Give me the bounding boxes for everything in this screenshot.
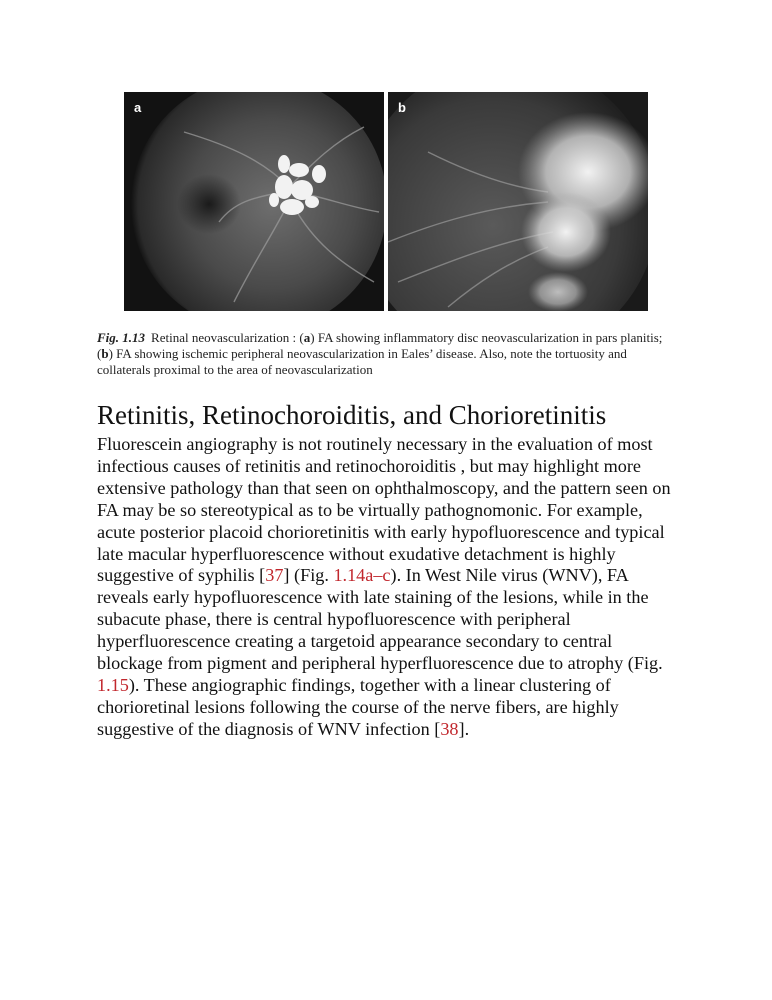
section-paragraph — [97, 434, 677, 741]
citation-link[interactable]: 38 — [440, 718, 459, 739]
caption-label-b: b — [101, 346, 109, 361]
fa-image-panel-b — [388, 92, 648, 311]
fa-image-b — [388, 92, 648, 311]
panel-label-a: a — [134, 100, 142, 115]
fa-image-panel-a — [124, 92, 384, 311]
figure-reference-link[interactable]: 1.14a–c — [333, 565, 391, 586]
paragraph-text: ). In West Nile virus (WNV), FA reveals early hypofluorescence with late staining of the lesions, while in the subacute phase, there is central hypofluorescence with peripheral hyperfluorescence creating a targetoid appearance secondary to central blockage from pigment and peripheral hyperfluorescence due to atrophy (Fig. — [97, 565, 663, 674]
caption-text: ) FA showing inflammatory disc neovascularization in pars planitis; ( — [97, 330, 663, 361]
paragraph-text: ). These angiographic findings, together with a linear clustering of chorioretinal lesions following the course of the nerve fibers, are highly suggestive of the diagnosis of WNV infection [ — [97, 674, 619, 739]
paragraph-text: Fluorescein angiography is not routinely necessary in the evaluation of most infectious causes of retinitis and retinochoroiditis , but may highlight more extensive pathology than that seen on ophthalmoscopy, and the pattern seen on FA may be so stereotypical as to be virtually pathognomonic. For example, acute posterior placoid chorioretinitis with early hypofluorescence and typical late macular hyperfluorescence without exudative detachment is highly suggestive of syphilis [ — [97, 434, 671, 586]
paragraph-text: ] (Fig. — [283, 565, 334, 586]
figure-1-13 — [124, 92, 648, 311]
figure-reference-link[interactable]: 1.15 — [97, 674, 129, 695]
citation-link[interactable]: 37 — [265, 565, 284, 586]
caption-text: ) FA showing ischemic peripheral neovascularization in Eales’ disease. Also, note the tortuosity and collaterals proximal to the area of neovascularization — [97, 346, 627, 377]
caption-label-a: a — [303, 330, 311, 345]
caption-text: Retinal neovascularization : ( — [151, 330, 304, 345]
fa-image-a — [124, 92, 384, 311]
section-heading: Retinitis, Retinochoroiditis, and Chorioretinitis — [97, 400, 607, 430]
paragraph-text: ]. — [458, 718, 470, 739]
panel-label-b: b — [398, 100, 406, 115]
figure-number: Fig. 1.13 — [97, 330, 146, 345]
figure-caption — [97, 330, 677, 378]
